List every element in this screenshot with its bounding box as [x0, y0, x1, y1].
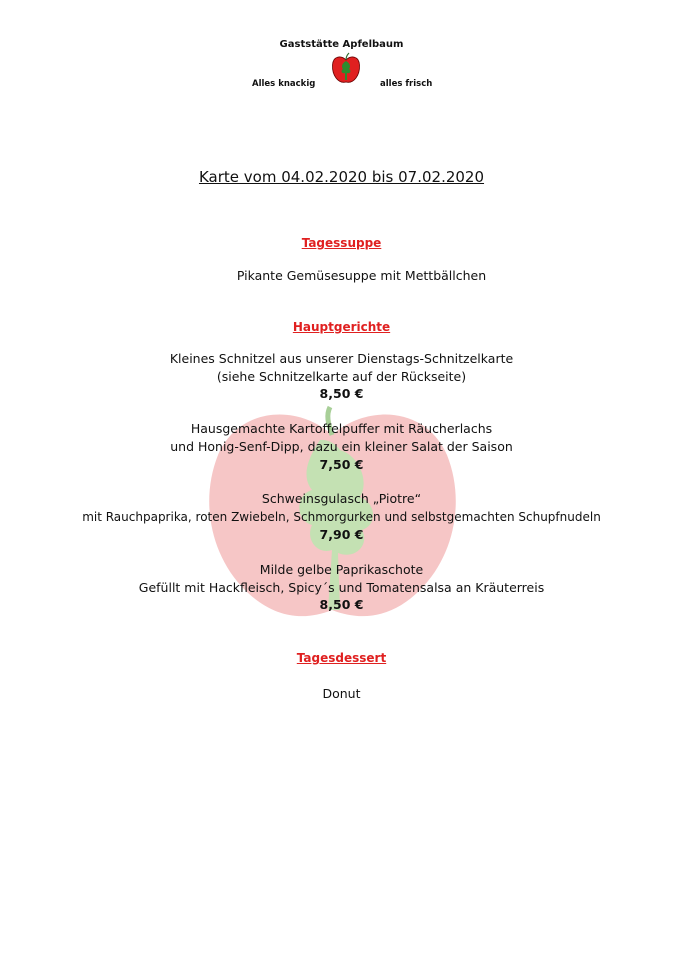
main-item-1-price: 8,50 € [319, 386, 364, 401]
main-item-3-line2: mit Rauchpaprika, roten Zwiebeln, Schmorgurken und selbstgemachten Schupfnudeln [82, 510, 601, 524]
main-item-2-line2: und Honig-Senf-Dipp, dazu ein kleiner Salat der Saison [170, 439, 513, 454]
main-item-1-line2: (siehe Schnitzelkarte auf der Rückseite) [216, 369, 467, 384]
dessert-item: Donut [322, 686, 361, 701]
main-item-2-price: 7,50 € [319, 457, 364, 472]
soup-item: Pikante Gemüsesuppe mit Mettbällchen [236, 268, 487, 283]
main-item-3-line1: Schweinsgulasch „Piotre“ [261, 491, 422, 506]
soup-heading: Tagessuppe [301, 236, 382, 250]
main-item-4-line2: Gefüllt mit Hackfleisch, Spicy´s und Tomatensalsa an Kräuterreis [138, 580, 545, 595]
menu-date-title: Karte vom 04.02.2020 bis 07.02.2020 [198, 168, 485, 186]
main-item-4-line1: Milde gelbe Paprikaschote [259, 562, 424, 577]
mains-heading: Hauptgerichte [292, 320, 391, 334]
main-item-1-line1: Kleines Schnitzel aus unserer Dienstags-Schnitzelkarte [169, 351, 514, 366]
slogan-right: alles frisch [380, 79, 433, 89]
main-item-4-price: 8,50 € [319, 597, 364, 612]
main-item-2-line1: Hausgemachte Kartoffelpuffer mit Räucherlachs [190, 421, 493, 436]
main-item-3-price: 7,90 € [319, 527, 364, 542]
restaurant-name: Gaststätte Apfelbaum [279, 39, 404, 50]
dessert-heading: Tagesdessert [296, 651, 387, 665]
slogan-left: Alles knackig [252, 79, 316, 89]
apple-logo-icon [331, 52, 361, 86]
